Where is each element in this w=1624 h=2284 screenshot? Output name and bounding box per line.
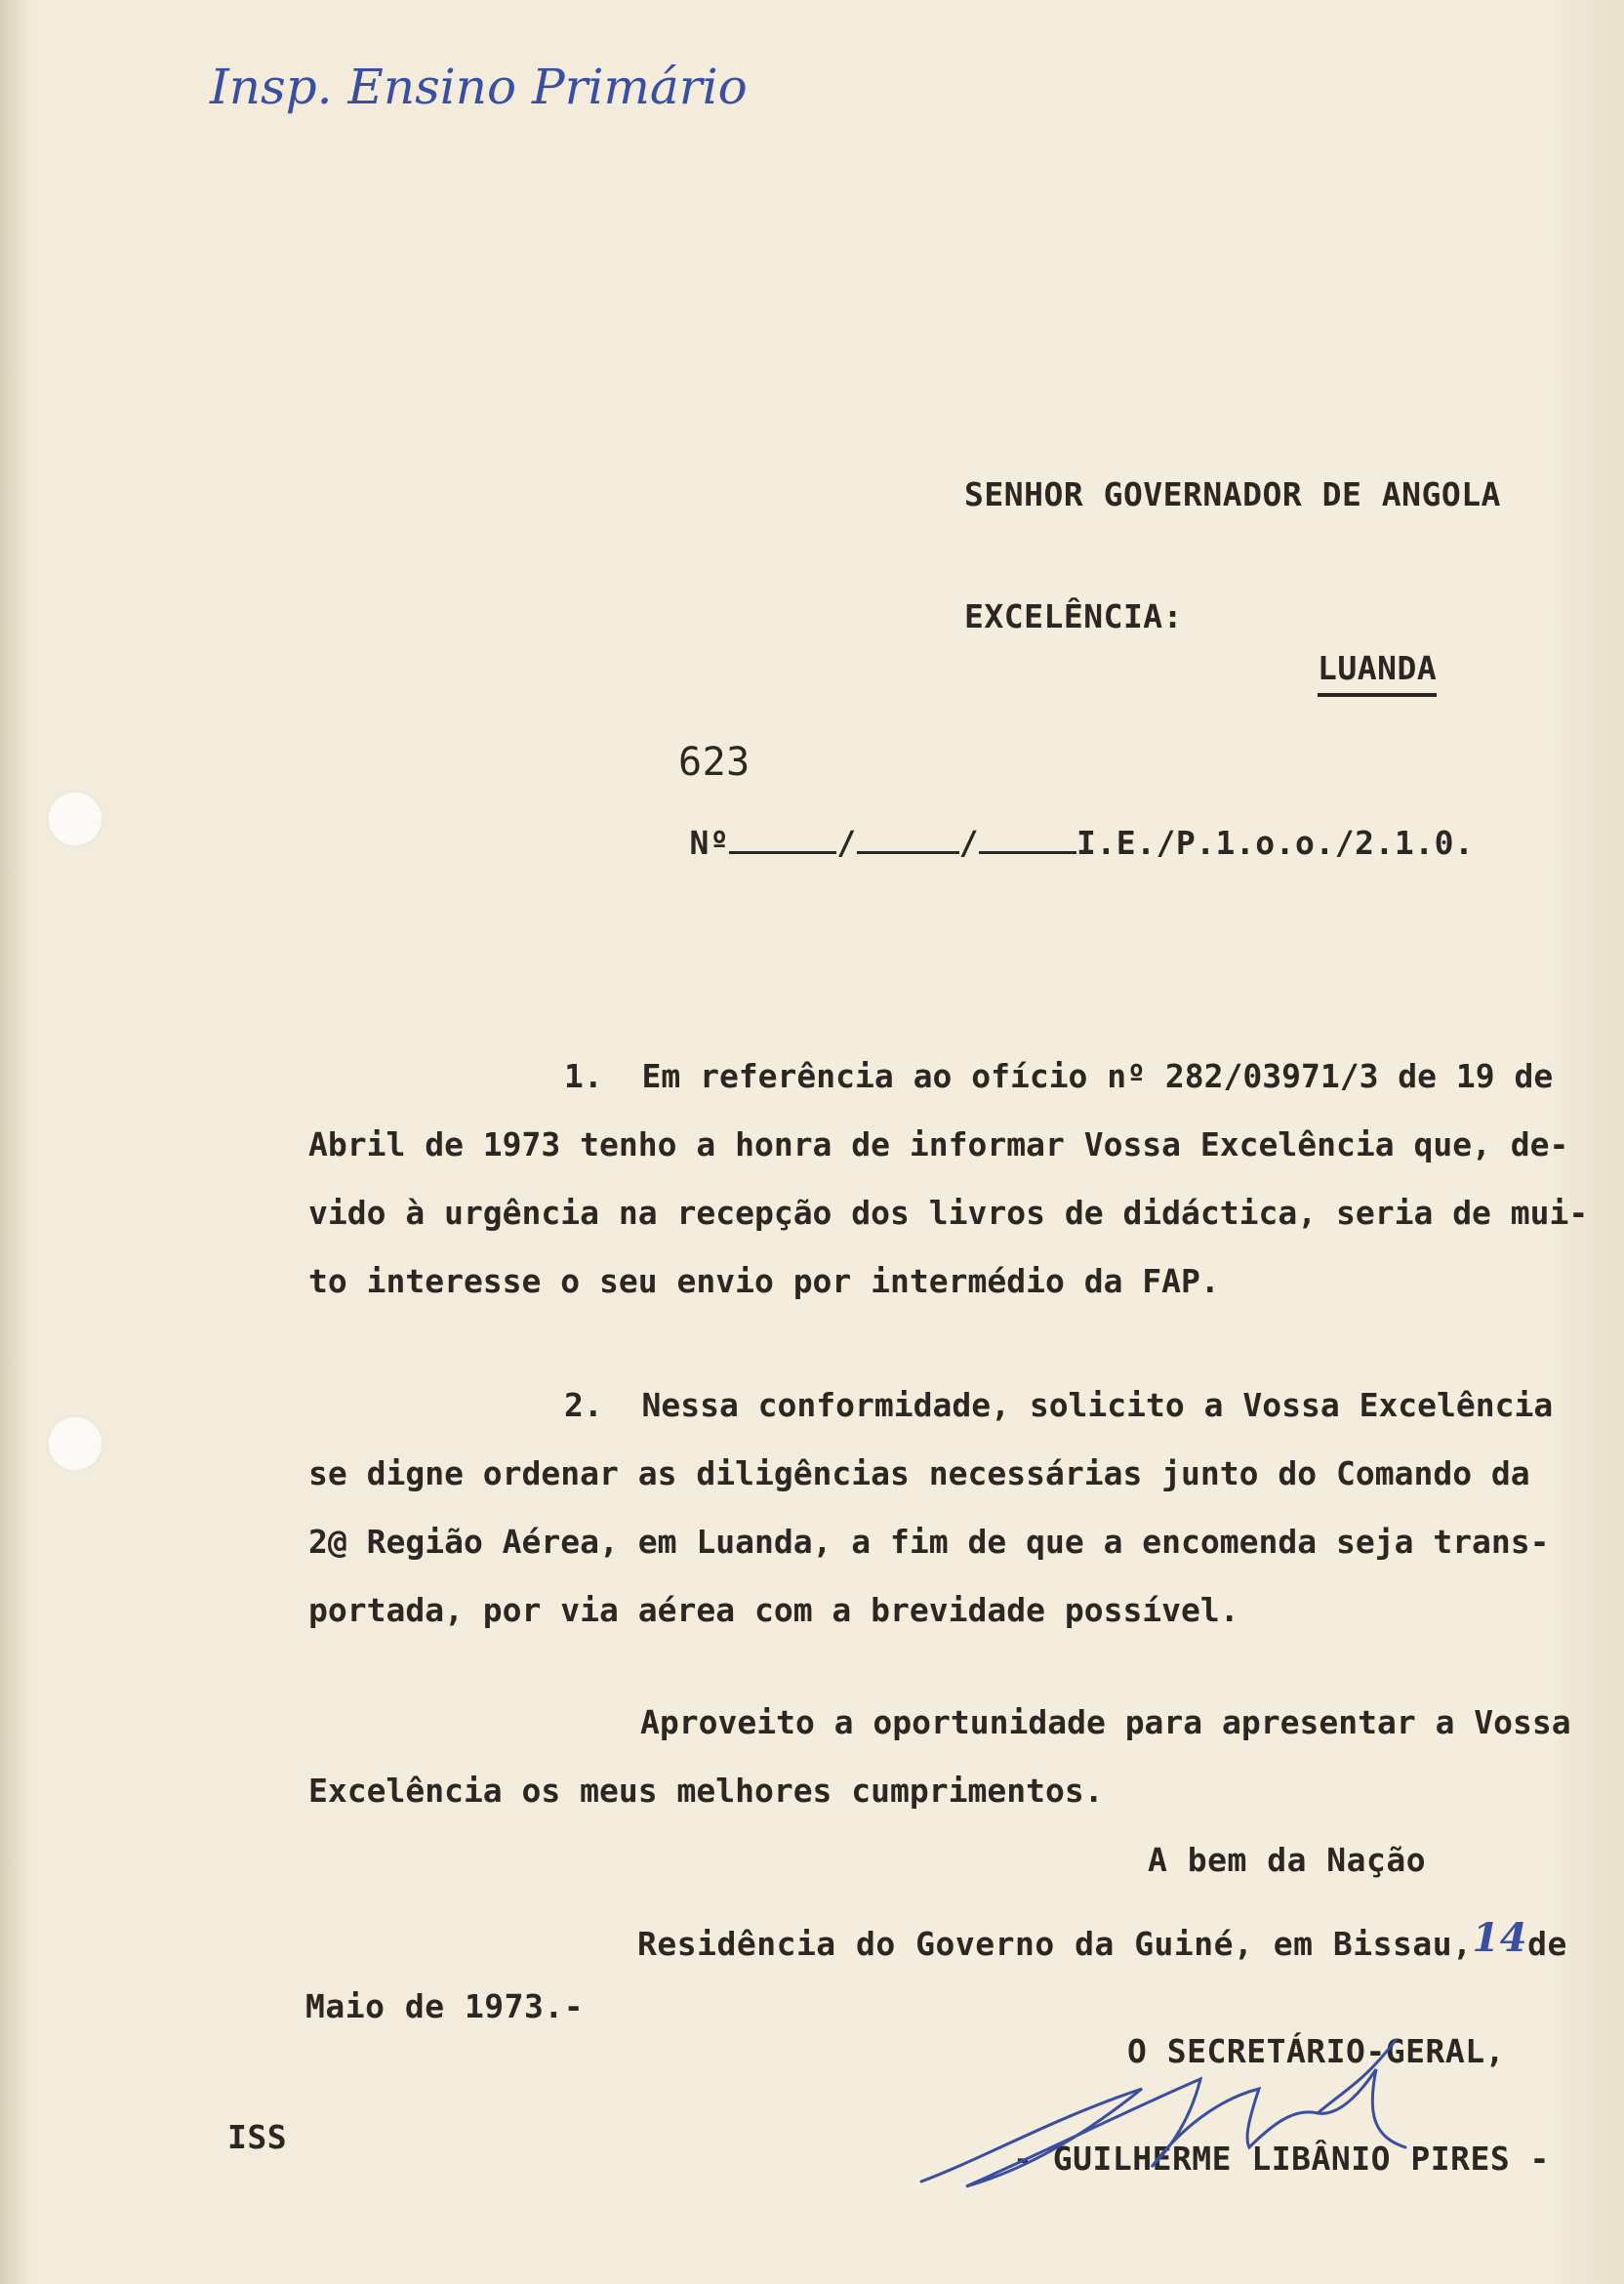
paragraph-line: portada, por via aérea com a brevidade possível. bbox=[308, 1591, 1239, 1629]
paragraph-line: 2. Nessa conformidade, solicito a Vossa Excelência bbox=[564, 1386, 1554, 1424]
paragraph-2 bbox=[308, 1371, 1587, 1645]
paragraph-line: se digne ordenar as diligências necessárias junto do Comando da bbox=[308, 1454, 1530, 1492]
punch-hole bbox=[47, 791, 103, 847]
punch-hole bbox=[47, 1415, 103, 1472]
paper-edge bbox=[0, 0, 29, 2284]
closing-paragraph bbox=[308, 1689, 1587, 1825]
paragraph-1 bbox=[308, 1042, 1587, 1316]
signer-title: O SECRETÁRIO-GERAL, bbox=[1127, 2032, 1505, 2070]
paragraph-line: Abril de 1973 tenho a honra de informar Vossa Excelência que, de- bbox=[308, 1125, 1569, 1163]
paragraph-line: Aproveito a oportunidade para apresentar a Vossa bbox=[640, 1703, 1571, 1741]
paragraph-line: 2@ Região Aérea, em Luanda, a fim de que a encomenda seja trans- bbox=[308, 1523, 1550, 1561]
handwritten-annotation: Insp. Ensino Primário bbox=[210, 59, 748, 115]
signature-image bbox=[908, 2001, 1493, 2196]
reference-number: 623 bbox=[678, 740, 751, 785]
handwritten-day: 14 bbox=[1472, 1915, 1528, 1961]
paragraph-line: Excelência os meus melhores cumprimentos. bbox=[308, 1772, 1104, 1810]
reference-line: Nº / / I.E./P.1.o.o./2.1.0. bbox=[689, 824, 1475, 862]
reference-prefix: Nº bbox=[689, 824, 730, 862]
motto: A bem da Nação bbox=[1148, 1841, 1427, 1879]
blank-field bbox=[729, 826, 836, 854]
initials: ISS bbox=[227, 2118, 288, 2156]
paragraph-line: to interesse o seu envio por intermédio da FAP. bbox=[308, 1262, 1220, 1300]
paragraph-line: vido à urgência na recepção dos livros de didáctica, seria de mui- bbox=[308, 1194, 1589, 1232]
blank-field bbox=[979, 826, 1076, 854]
reference-code: I.E./P.1.o.o./2.1.0. bbox=[1076, 824, 1475, 862]
place-date-text: Residência do Governo da Guiné, em Bissau, bbox=[637, 1925, 1473, 1963]
addressee-line-3: LUANDA bbox=[1318, 649, 1437, 697]
blank-field bbox=[857, 826, 959, 854]
paragraph-line: 1. Em referência ao ofício nº 282/03971/3 de 19 de bbox=[564, 1057, 1554, 1095]
addressee-line-2: EXCELÊNCIA: bbox=[964, 597, 1184, 635]
addressee-line-1: SENHOR GOVERNADOR DE ANGOLA bbox=[964, 475, 1501, 513]
place-date-line-1 bbox=[637, 1915, 1567, 1965]
place-date-line-2: Maio de 1973.- bbox=[305, 1987, 585, 2025]
signature-stroke bbox=[921, 2040, 1405, 2186]
place-date-de: de bbox=[1527, 1925, 1567, 1963]
signer-name: - GUILHERME LIBÂNIO PIRES - bbox=[1013, 2140, 1550, 2178]
